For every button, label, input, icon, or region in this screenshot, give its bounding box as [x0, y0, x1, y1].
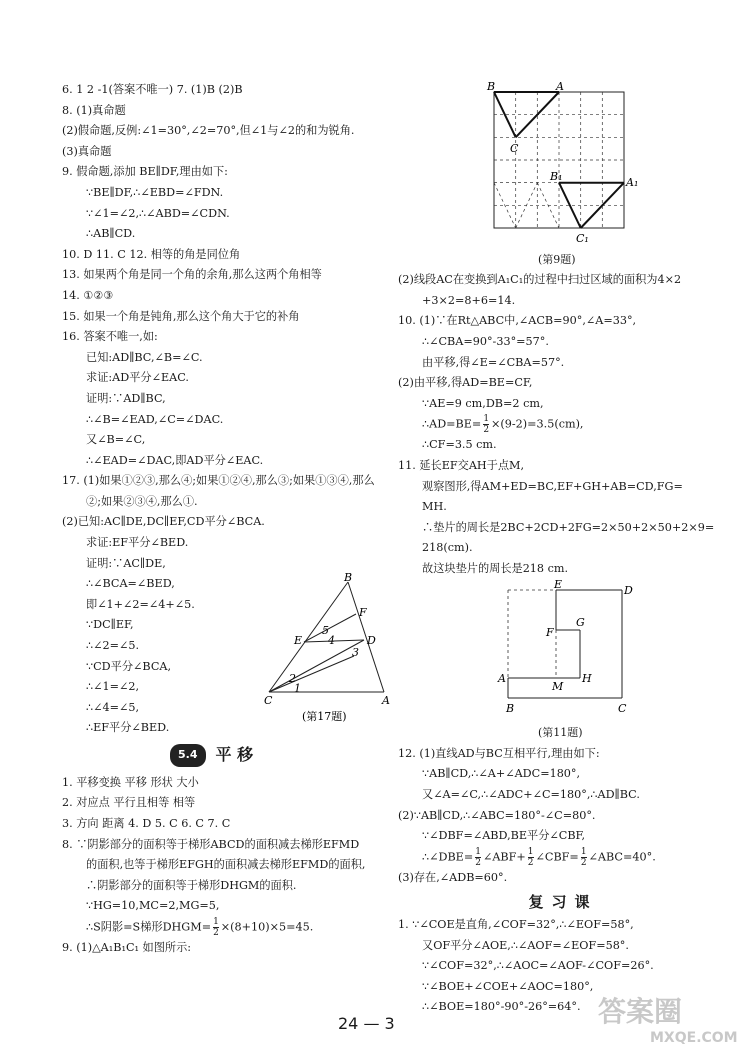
watermark-logo: 答案圈: [598, 995, 683, 1028]
right-block-a: [398, 270, 728, 414]
dbe-prefix: ∴∠DBE=: [422, 850, 474, 864]
text-line: 求证:EF平分∠BED.: [86, 536, 189, 550]
fraction-half-4: $\frac{1}{2}$: [527, 846, 534, 868]
fraction-half: $\frac{1}{2}$: [213, 917, 219, 938]
fig11-caption: (第11题): [538, 726, 583, 740]
ad-formula-suffix: ×(9-2)=3.5(cm),: [491, 417, 584, 431]
text-line: ∴AB∥CD.: [86, 227, 136, 241]
fig9-label-C: C: [510, 142, 519, 155]
text-line: 12. (1)直线AD与BC互相平行,理由如下:: [398, 746, 600, 760]
text-line: 17. (1)如果①②③,那么④;如果①②④,那么③;如果①③④,那么: [62, 474, 375, 488]
text-line: MH.: [422, 500, 447, 514]
page-number: 24 — 3: [338, 1014, 395, 1033]
text-line: +3×2=8+6=14.: [422, 293, 516, 307]
fig11-label-G: G: [576, 615, 585, 629]
text-line: (3)存在,∠ADB=60°.: [398, 870, 508, 884]
text-line: 6. 1 2 -1(答案不唯一) 7. (1)B (2)B: [62, 83, 243, 96]
fig11-label-D: D: [624, 583, 633, 597]
text-line: 15. 如果一个角是钝角,那么这个角大于它的补角: [62, 309, 300, 323]
text-line: (3)真命题: [62, 144, 112, 158]
fig9-label-A1: A₁: [626, 176, 639, 189]
text-line: ∵∠DBF=∠ABD,BE平分∠CBF,: [422, 829, 586, 843]
text-line: 的面积,也等于梯形EFGH的面积减去梯形EFMD的面积,: [86, 858, 366, 872]
fig17-label-A: A: [382, 694, 390, 708]
text-line: 即∠1+∠2=∠4+∠5.: [86, 597, 195, 611]
fig17-label-5: 5: [322, 624, 329, 638]
text-line: ∵HG=10,MC=2,MG=5,: [86, 899, 220, 913]
text-line: ∴∠4=∠5,: [86, 700, 140, 714]
text-line: ∴∠CBA=90°-33°=57°.: [422, 334, 549, 348]
right-block-b: [398, 435, 728, 579]
text-line: 16. 答案不唯一,如:: [62, 330, 158, 344]
text-line: 又∠B=∠C,: [86, 433, 146, 447]
text-line: ∵∠BOE+∠COE+∠AOC=180°,: [422, 979, 594, 993]
left-column: [62, 80, 392, 959]
text-line: 证明:∵AD∥BC,: [86, 391, 166, 405]
figure-17: [264, 571, 394, 724]
fig17-label-1: 1: [294, 682, 301, 696]
right-block-c: [398, 744, 728, 847]
text-line: 8. (1)真命题: [62, 103, 126, 117]
left-last-line: 9. (1)△A₁B₁C₁ 如图所示:: [62, 941, 192, 955]
fig9-label-C1: C₁: [576, 232, 589, 245]
text-line: ∵CD平分∠BCA,: [86, 659, 172, 673]
fig9-label-A: A: [556, 80, 564, 93]
fraction-half-2: $\frac{1}{2}$: [483, 414, 490, 436]
text-line: 观察图形,得AM+ED=BC,EF+GH+AB=CD,FG=: [422, 479, 683, 493]
dbe-formula-line: [398, 847, 728, 868]
text-line: 14. ①②③: [62, 288, 114, 302]
text-line: 故这块垫片的周长是218 cm.: [422, 562, 569, 575]
text-line: 8. ∵阴影部分的面积等于梯形ABCD的面积减去梯形EFMD: [62, 837, 360, 851]
left-block-a: [62, 80, 392, 574]
fraction-half-3: $\frac{1}{2}$: [475, 846, 481, 868]
text-line: 1. 平移变换 平移 形状 大小: [62, 775, 199, 789]
fig17-label-E: E: [294, 634, 303, 648]
text-line: 2. 对应点 平行且相等 相等: [62, 796, 196, 810]
text-line: ∵∠COF=32°,∴∠AOC=∠AOF-∠COF=26°.: [422, 959, 654, 973]
text-line: 证明:∵AC∥DE,: [86, 556, 166, 570]
fig17-caption: (第17题): [302, 710, 347, 724]
text-line: 3. 方向 距离 4. D 5. C 6. C 7. C: [62, 817, 231, 831]
text-line: 10. D 11. C 12. 相等的角是同位角: [62, 247, 241, 261]
section-title: 平 移: [215, 745, 254, 765]
fig11-label-F: F: [546, 625, 554, 639]
dbe-end: ∠ABC=40°.: [588, 850, 656, 864]
fig11-label-A: A: [498, 671, 506, 685]
text-line: 又OF平分∠AOE,∴∠AOF=∠EOF=58°.: [422, 938, 629, 952]
text-line: 又∠A=∠C,∴∠ADC+∠C=180°,∴AD∥BC.: [422, 787, 640, 801]
text-line: (2)假命题,反例:∠1=30°,∠2=70°,但∠1与∠2的和为锐角.: [62, 124, 355, 138]
fig9-label-B1: B₁: [550, 170, 563, 183]
fig9-label-B: B: [487, 80, 496, 93]
dbe-suffix: ∠CBF=: [535, 850, 579, 864]
area-formula-prefix: ∴S阴影=S梯形DHGM=: [86, 920, 212, 934]
fig17-label-C: C: [264, 694, 273, 708]
section-badge: 5.4: [170, 744, 206, 767]
review-title: 复习课: [528, 893, 598, 912]
right-block-d: [398, 868, 728, 889]
left-block-b-wrap: [62, 571, 392, 738]
text-line: 9. 假命题,添加 BE∥DF,理由如下:: [62, 165, 228, 179]
text-line: 11. 延长EF交AH于点M,: [398, 459, 525, 473]
text-line: 1. ∵∠COE是直角,∠COF=32°,∴∠EOF=58°,: [398, 918, 634, 932]
fig11-label-C: C: [618, 701, 627, 715]
fig11-label-M: M: [552, 679, 564, 693]
text-line: ∴∠EAD=∠DAC,即AD平分∠EAC.: [86, 453, 264, 467]
text-line: ∴CF=3.5 cm.: [422, 438, 497, 452]
text-line: ∵BE∥DF,∴∠EBD=∠FDN.: [86, 185, 224, 199]
text-line: ∴∠B=∠EAD,∠C=∠DAC.: [86, 412, 224, 426]
text-line: ∴阴影部分的面积等于梯形DHGM的面积.: [86, 878, 297, 892]
fig11-label-E: E: [554, 577, 563, 591]
ad-formula-line: [398, 414, 728, 435]
section-heading: [62, 744, 392, 767]
fig11-label-B: B: [506, 701, 515, 715]
fig17-label-B: B: [344, 571, 353, 585]
text-line: (2)线段AC在变换到A₁C₁的过程中扫过区域的面积为4×2: [398, 273, 682, 287]
fig9-caption: (第9题): [538, 252, 576, 266]
fig17-label-3: 3: [352, 646, 359, 660]
text-line: (2)由平移,得AD=BE=CF,: [398, 376, 533, 390]
text-line: ∴∠2=∠5.: [86, 639, 140, 653]
fig17-label-2: 2: [289, 672, 296, 686]
text-line: ②;如果②③④,那么①.: [86, 494, 198, 508]
text-line: ∵AE=9 cm,DB=2 cm,: [422, 396, 544, 410]
text-line: 求证:AD平分∠EAC.: [86, 371, 189, 385]
fig17-label-4: 4: [328, 634, 335, 648]
watermark-url: MXQE.COM: [650, 1030, 738, 1046]
text-line: ∴∠BCA=∠BED,: [86, 577, 175, 591]
dbe-mid: ∠ABF+: [482, 850, 526, 864]
text-line: 由平移,得∠E=∠CBA=57°.: [422, 355, 565, 369]
text-line: ∴垫片的周长是2BC+2CD+2FG=2×50+2×50+2×9=: [422, 520, 715, 534]
text-line: (2)已知:AC∥DE,DC∥EF,CD平分∠BCA.: [62, 515, 265, 529]
fraction-half-5: $\frac{1}{2}$: [580, 846, 587, 868]
fig11-label-H: H: [582, 671, 592, 685]
text-line: ∴∠BOE=180°-90°-26°=64°.: [422, 1000, 581, 1014]
figure-9-grid: [484, 80, 639, 250]
left-block-c: [62, 773, 392, 917]
area-formula-line: [62, 917, 392, 938]
text-line: ∴∠1=∠2,: [86, 680, 140, 694]
right-column: [398, 80, 728, 1018]
text-line: 已知:AD∥BC,∠B=∠C.: [86, 350, 203, 364]
figure-11: [498, 577, 648, 720]
text-line: ∵∠1=∠2,∴∠ABD=∠CDN.: [86, 206, 230, 220]
fig17-label-D: D: [367, 634, 376, 648]
text-line: (2)∵AB∥CD,∴∠ABC=180°-∠C=80°.: [398, 808, 596, 822]
text-line: ∴EF平分∠BED.: [86, 721, 170, 735]
fig17-label-F: F: [359, 606, 367, 620]
area-formula-suffix: ×(8+10)×5=45.: [220, 920, 314, 934]
text-line: ∵AB∥CD,∴∠A+∠ADC=180°,: [422, 767, 581, 781]
text-line: 10. (1)∵在Rt△ABC中,∠ACB=90°,∠A=33°,: [398, 314, 637, 328]
text-line: ∵DC∥EF,: [86, 618, 134, 632]
text-line: 218(cm).: [422, 541, 473, 555]
ad-formula-prefix: ∴AD=BE=: [422, 417, 482, 431]
text-line: 13. 如果两个角是同一个角的余角,那么这两个角相等: [62, 268, 322, 282]
